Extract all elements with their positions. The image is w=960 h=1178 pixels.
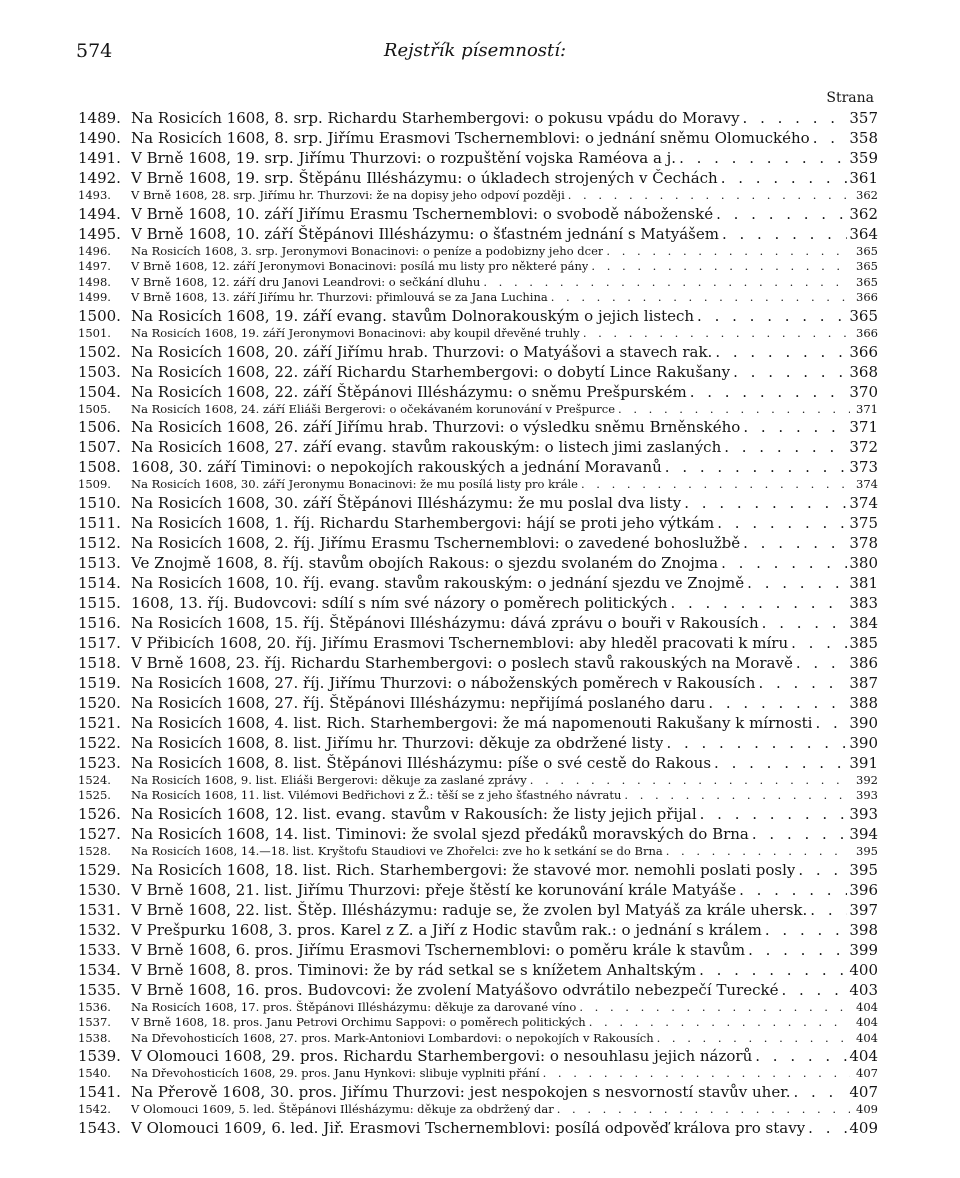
entry-page-number: 409 xyxy=(856,1101,878,1116)
entry-number: 1531. xyxy=(78,900,121,919)
register-entry xyxy=(78,1000,878,1016)
entry-number: 1524. xyxy=(78,772,111,787)
dot-leader xyxy=(583,326,850,342)
entry-page-number: 407 xyxy=(849,1082,878,1101)
entry-description: Na Rosicích 1608, 19. září Jeronymovi Bonacinovi: aby koupil dřevěné truhly xyxy=(131,325,580,340)
register-entry xyxy=(78,844,878,860)
entry-number: 1532. xyxy=(78,920,121,939)
entry-description: Na Rosicích 1608, 3. srp. Jeronymovi Bonacinovi: o peníze a podobizny jeho dcer xyxy=(131,243,604,258)
dot-leader xyxy=(721,553,847,573)
entry-description: V Brně 1608, 19. srp. Jiřímu Thurzovi: o rozpuštění vojska Raméova a j. xyxy=(131,149,677,167)
dot-leader xyxy=(708,693,847,713)
entry-page-number: 404 xyxy=(856,1030,878,1045)
entry-description: Na Rosicích 1608, 8. list. Štěpánovi Illésházymu: píše o své cestě do Rakous xyxy=(131,753,712,772)
entry-description: V Brně 1608, 21. list. Jiřímu Thurzovi: přeje štěstí ke korunování krále Matyáše xyxy=(131,880,737,899)
dot-leader xyxy=(796,653,848,673)
entry-number: 1525. xyxy=(78,788,111,803)
entry-number: 1522. xyxy=(78,733,121,752)
dot-leader xyxy=(579,1000,850,1016)
entry-number: 1516. xyxy=(78,613,121,632)
dot-leader xyxy=(717,513,847,533)
entry-page-number: 407 xyxy=(856,1066,878,1081)
register-entry xyxy=(78,1046,878,1066)
dot-leader xyxy=(666,733,847,753)
dot-leader xyxy=(739,880,847,900)
entry-page-number: 365 xyxy=(856,274,878,289)
register-entry xyxy=(78,773,878,789)
entry-description: Na Rosicích 1608, 4. list. Rich. Starhembergovi: že má napomenouti Rakušany k mírnosti xyxy=(131,713,813,732)
dot-leader xyxy=(665,457,848,477)
dot-leader xyxy=(724,437,847,457)
dot-leader xyxy=(714,753,847,773)
entry-number: 1519. xyxy=(78,673,121,692)
entry-description: Na Rosicích 1608, 30. září Štěpánovi Illésházymu: že mu poslal dva listy xyxy=(131,493,682,512)
entry-page-number: 385 xyxy=(849,633,878,652)
entry-number: 1490. xyxy=(78,129,121,147)
dot-leader xyxy=(743,108,848,128)
register-entry xyxy=(78,417,878,437)
register-entry xyxy=(78,148,878,168)
entry-description: Na Rosicích 1608, 22. září Štěpánovi Illésházymu: o sněmu Prešpurském xyxy=(131,382,687,401)
entry-number: 1502. xyxy=(78,342,121,361)
entry-page-number: 399 xyxy=(849,940,878,959)
entry-page-number: 366 xyxy=(856,290,878,305)
register-entry xyxy=(78,940,878,960)
entry-description: Na Rosicích 1608, 27. říj. Štěpánovi Illésházymu: nepřijímá poslaného daru xyxy=(131,693,706,712)
register-entry xyxy=(78,493,878,513)
entry-number: 1514. xyxy=(78,573,121,592)
entry-description: Na Rosicích 1608, 9. list. Eliáši Bergerovi: děkuje za zaslané zprávy xyxy=(131,772,527,787)
entry-number: 1541. xyxy=(78,1082,121,1101)
entry-number: 1527. xyxy=(78,824,121,843)
entry-page-number: 384 xyxy=(849,613,878,632)
entry-number: 1533. xyxy=(78,940,121,959)
entry-number: 1542. xyxy=(78,1101,111,1116)
entry-number: 1512. xyxy=(78,533,121,552)
entry-page-number: 403 xyxy=(849,980,878,999)
entry-number: 1540. xyxy=(78,1066,111,1081)
page-number: 574 xyxy=(76,40,113,62)
entry-description: V Přibicích 1608, 20. říj. Jiřímu Erasmovi Tschernemblovi: aby hleděl pracovati k míru xyxy=(131,633,789,652)
entry-number: 1517. xyxy=(78,633,121,652)
register-entry xyxy=(78,533,878,553)
register-entry xyxy=(78,804,878,824)
entry-number: 1539. xyxy=(78,1047,121,1066)
entry-description: Na Rosicích 1608, 8. srp. Jiřímu Erasmovi Tschernemblovi: o jednání sněmu Olomuckého xyxy=(131,129,810,147)
page-column-label: Strana xyxy=(826,90,874,106)
entry-page-number: 374 xyxy=(856,477,878,492)
entry-page-number: 365 xyxy=(856,243,878,258)
register-entry xyxy=(78,457,878,477)
dot-leader xyxy=(733,362,847,382)
entry-number: 1493. xyxy=(78,188,111,202)
register-entry xyxy=(78,593,878,613)
dot-leader xyxy=(684,493,847,513)
dot-leader xyxy=(758,673,847,693)
entry-page-number: 388 xyxy=(849,693,878,712)
entry-description: V Olomouci 1609, 5. led. Štěpánovi Illésházymu: děkuje za obdržený dar xyxy=(131,1101,554,1116)
entry-number: 1529. xyxy=(78,860,121,879)
page-header xyxy=(76,40,874,70)
entry-page-number: 365 xyxy=(849,306,878,325)
entry-description: Na Rosicích 1608, 22. září Richardu Starhembergovi: o dobytí Lince Rakušany xyxy=(131,362,731,381)
entry-number: 1497. xyxy=(78,259,111,274)
dot-leader xyxy=(557,1102,850,1118)
entry-number: 1492. xyxy=(78,169,121,187)
register-entry xyxy=(78,824,878,844)
register-entry xyxy=(78,788,878,804)
entry-description: Na Přerově 1608, 30. pros. Jiřímu Thurzovi: jest nespokojen s nesvorností stavův uher. xyxy=(131,1082,791,1101)
entry-page-number: 393 xyxy=(849,804,878,823)
entry-page-number: 390 xyxy=(849,713,878,732)
register-entry xyxy=(78,342,878,362)
entry-page-number: 381 xyxy=(849,573,878,592)
entry-number: 1538. xyxy=(78,1030,111,1045)
entry-description: V Brně 1608, 13. září Jiřímu hr. Thurzovi: přimlouvá se za Jana Luchina xyxy=(131,290,548,305)
dot-leader xyxy=(716,204,847,224)
register-entry xyxy=(78,920,878,940)
register-entry xyxy=(78,693,878,713)
entry-page-number: 393 xyxy=(856,788,878,803)
entry-page-number: 374 xyxy=(849,493,878,512)
dot-leader xyxy=(679,148,847,168)
entry-number: 1504. xyxy=(78,382,121,401)
entry-page-number: 380 xyxy=(849,553,878,572)
entry-page-number: 371 xyxy=(849,418,878,437)
register-entry xyxy=(78,437,878,457)
entry-page-number: 364 xyxy=(849,224,878,243)
entry-description: V Brně 1608, 10. září Štěpánovi Illésházymu: o šťastném jednání s Matyášem xyxy=(131,224,719,243)
register-entry xyxy=(78,1015,878,1031)
entry-number: 1543. xyxy=(78,1118,121,1137)
register-entry xyxy=(78,204,878,224)
entry-number: 1511. xyxy=(78,513,121,532)
entry-number: 1513. xyxy=(78,553,121,572)
dot-leader xyxy=(666,844,850,860)
entry-page-number: 368 xyxy=(849,362,878,381)
register-entry xyxy=(78,860,878,880)
dot-leader xyxy=(670,593,847,613)
register-entry xyxy=(78,326,878,342)
dot-leader xyxy=(755,1046,847,1066)
register-entry xyxy=(78,108,878,128)
dot-leader xyxy=(791,633,847,653)
dot-leader xyxy=(813,128,848,148)
entry-description: Na Rosicích 1608, 17. pros. Štěpánovi Illésházymu: děkuje za darované víno xyxy=(131,999,577,1014)
entry-page-number: 370 xyxy=(849,382,878,401)
entry-page-number: 387 xyxy=(849,673,878,692)
register-entry xyxy=(78,244,878,260)
dot-leader xyxy=(752,824,847,844)
entry-page-number: 390 xyxy=(849,733,878,752)
dot-leader xyxy=(581,477,850,493)
dot-leader xyxy=(618,402,850,418)
dot-leader xyxy=(589,1015,850,1031)
dot-leader xyxy=(697,306,847,326)
entry-description: V Brně 1608, 8. pros. Timinovi: že by rád setkal se s knížetem Anhaltským xyxy=(131,960,697,979)
dot-leader xyxy=(743,533,847,553)
entry-description: Na Rosicích 1608, 15. říj. Štěpánovi Illésházymu: dává zprávu o bouři v Rakousích xyxy=(131,613,759,632)
entry-page-number: 361 xyxy=(849,169,878,187)
dot-leader xyxy=(721,168,848,188)
entry-number: 1521. xyxy=(78,713,121,732)
entry-number: 1507. xyxy=(78,438,121,457)
entry-number: 1526. xyxy=(78,804,121,823)
entry-description: Na Rosicích 1608, 19. září evang. stavům Dolnorakouským o jejich listech xyxy=(131,306,695,325)
entry-number: 1509. xyxy=(78,477,111,492)
dot-leader xyxy=(699,960,847,980)
register-entry xyxy=(78,224,878,244)
entry-description: V Brně 1608, 10. září Jiřímu Erasmu Tschernemblovi: o svobodě náboženské xyxy=(131,204,714,223)
entry-number: 1506. xyxy=(78,418,121,437)
dot-leader xyxy=(747,573,847,593)
entry-page-number: 378 xyxy=(849,533,878,552)
entry-number: 1534. xyxy=(78,960,121,979)
dot-leader xyxy=(810,900,847,920)
entry-page-number: 400 xyxy=(849,960,878,979)
register-entry xyxy=(78,168,878,188)
entry-description: Na Rosicích 1608, 8. list. Jiřímu hr. Thurzovi: děkuje za obdržené listy xyxy=(131,733,664,752)
dot-leader xyxy=(808,1118,847,1138)
register-entry xyxy=(78,477,878,493)
entry-description: V Olomouci 1608, 29. pros. Richardu Starhembergovi: o nesouhlasu jejich názorů xyxy=(131,1047,753,1066)
register-entry xyxy=(78,653,878,673)
entry-description: Na Rosicích 1608, 20. září Jiřímu hrab. Thurzovi: o Matyášovi a stavech rak. xyxy=(131,342,713,361)
dot-leader xyxy=(793,1082,847,1102)
register-entry xyxy=(78,673,878,693)
register-entry xyxy=(78,980,878,1000)
register-entry xyxy=(78,753,878,773)
entry-number: 1536. xyxy=(78,999,111,1014)
entry-page-number: 358 xyxy=(849,129,878,147)
entry-description: V Olomouci 1609, 6. led. Jiř. Erasmovi Tschernemblovi: posílá odpověď králova pro stavy xyxy=(131,1118,806,1137)
entry-page-number: 362 xyxy=(849,204,878,223)
entry-number: 1535. xyxy=(78,980,121,999)
register-entry xyxy=(78,1066,878,1082)
entry-description: Na Rosicích 1608, 2. říj. Jiřímu Erasmu Tschernemblovi: o zavedené bohoslužbě xyxy=(131,533,741,552)
register-entry xyxy=(78,880,878,900)
entry-description: Na Rosicích 1608, 14.—18. list. Kryštofu Staudiovi ve Zhořelci: zve ho k setkání se do Brna xyxy=(131,843,663,858)
entry-number: 1494. xyxy=(78,204,121,223)
entry-description: Na Rosicích 1608, 27. září evang. stavům rakouským: o listech jimi zaslaných xyxy=(131,438,722,457)
entry-page-number: 391 xyxy=(849,753,878,772)
entry-number: 1501. xyxy=(78,325,111,340)
entry-number: 1499. xyxy=(78,290,111,305)
entry-page-number: 365 xyxy=(856,259,878,274)
register-entry xyxy=(78,553,878,573)
entry-page-number: 404 xyxy=(856,999,878,1014)
entry-number: 1530. xyxy=(78,880,121,899)
register-entry xyxy=(78,960,878,980)
register-entry xyxy=(78,402,878,418)
dot-leader xyxy=(815,713,847,733)
entry-description: Na Dřevohosticích 1608, 29. pros. Janu Hynkovi: slibuje vyplniti přání xyxy=(131,1066,540,1081)
entry-page-number: 397 xyxy=(849,900,878,919)
register-entry xyxy=(78,306,878,326)
entry-description: Na Rosicích 1608, 8. srp. Richardu Starhembergovi: o pokusu vpádu do Moravy xyxy=(131,109,740,127)
entry-description: Na Rosicích 1608, 30. září Jeronymu Bonacinovi: že mu posílá listy pro krále xyxy=(131,477,578,492)
dot-leader xyxy=(591,259,850,275)
register-entry xyxy=(78,613,878,633)
dot-leader xyxy=(748,940,847,960)
entry-page-number: 373 xyxy=(849,458,878,477)
entry-page-number: 398 xyxy=(849,920,878,939)
dot-leader xyxy=(483,275,850,291)
entry-description: Na Rosicích 1608, 12. list. evang. stavům v Rakousích: že listy jejich přijal xyxy=(131,804,697,823)
entry-page-number: 395 xyxy=(856,843,878,858)
entry-page-number: 362 xyxy=(856,188,878,202)
entry-description: V Brně 1608, 12. září Jeronymovi Bonacinovi: posílá mu listy pro některé pány xyxy=(131,259,589,274)
dot-leader xyxy=(690,382,848,402)
dot-leader xyxy=(568,188,850,204)
entry-description: Na Rosicích 1608, 18. list. Rich. Starhembergovi: že stavové mor. nemohli poslati posly xyxy=(131,860,796,879)
entry-description: Na Rosicích 1608, 26. září Jiřímu hrab. Thurzovi: o výsledku sněmu Brněnského xyxy=(131,418,741,437)
dot-leader xyxy=(551,290,850,306)
dot-leader xyxy=(762,613,848,633)
entry-description: Na Rosicích 1608, 14. list. Timinovi: že svolal sjezd předáků moravských do Brna xyxy=(131,824,749,843)
entry-description: Na Rosicích 1608, 1. říj. Richardu Starhembergovi: hájí se proti jeho výtkám xyxy=(131,513,715,532)
entry-page-number: 396 xyxy=(849,880,878,899)
entry-page-number: 404 xyxy=(849,1047,878,1066)
entry-page-number: 404 xyxy=(856,1015,878,1030)
entry-number: 1495. xyxy=(78,224,121,243)
register-entry xyxy=(78,900,878,920)
entry-description: Ve Znojmě 1608, 8. říj. stavům obojích Rakous: o sjezdu svolaném do Znojma xyxy=(131,553,719,572)
dot-leader xyxy=(743,417,847,437)
register-entry xyxy=(78,733,878,753)
entry-number: 1528. xyxy=(78,843,111,858)
entry-page-number: 394 xyxy=(849,824,878,843)
entry-description: V Brně 1608, 12. září dru Janovi Leandrovi: o sečkání dluhu xyxy=(131,274,481,289)
register-entry xyxy=(78,362,878,382)
entry-number: 1498. xyxy=(78,274,111,289)
register-entry xyxy=(78,573,878,593)
entry-number: 1503. xyxy=(78,362,121,381)
entry-page-number: 357 xyxy=(849,109,878,127)
dot-leader xyxy=(765,920,847,940)
entry-description: Na Rosicích 1608, 10. říj. evang. stavům rakouským: o jednání sjezdu ve Znojmě xyxy=(131,573,745,592)
register-entry xyxy=(78,128,878,148)
dot-leader xyxy=(798,860,847,880)
entry-description: V Brně 1608, 23. říj. Richardu Starhembergovi: o poslech stavů rakouských na Moravě xyxy=(131,653,793,672)
dot-leader xyxy=(715,342,847,362)
entry-number: 1510. xyxy=(78,493,121,512)
entry-page-number: 372 xyxy=(849,438,878,457)
entry-number: 1520. xyxy=(78,693,121,712)
entry-page-number: 409 xyxy=(849,1118,878,1137)
dot-leader xyxy=(606,244,850,260)
register-entry xyxy=(78,513,878,533)
entry-number: 1489. xyxy=(78,109,121,127)
dot-leader xyxy=(722,224,847,244)
entry-description: Na Rosicích 1608, 11. list. Vilémovi Bedřichovi z Ž.: těší se z jeho šťastného návratu xyxy=(131,788,622,803)
entry-description: V Brně 1608, 18. pros. Janu Petrovi Orchimu Sappovi: o poměrech politických xyxy=(131,1015,586,1030)
entry-description: Na Rosicích 1608, 27. říj. Jiřímu Thurzovi: o náboženských poměrech v Rakousích xyxy=(131,673,756,692)
entry-page-number: 359 xyxy=(849,149,878,167)
register-entry xyxy=(78,259,878,275)
entry-description: V Prešpurku 1608, 3. pros. Karel z Z. a Jiří z Hodic stavům rak.: o jednání s králem xyxy=(131,920,762,939)
dot-leader xyxy=(530,773,850,789)
entry-page-number: 375 xyxy=(849,513,878,532)
register-entry xyxy=(78,1118,878,1138)
entry-description: Na Dřevohosticích 1608, 27. pros. Mark-Antoniovi Lombardovi: o nepokojích v Rakousích xyxy=(131,1030,654,1045)
entry-page-number: 392 xyxy=(856,772,878,787)
register-entry xyxy=(78,1082,878,1102)
register-entry xyxy=(78,275,878,291)
register-entry xyxy=(78,290,878,306)
register-list xyxy=(78,108,878,1138)
entry-number: 1515. xyxy=(78,593,121,612)
entry-number: 1500. xyxy=(78,306,121,325)
register-entry xyxy=(78,713,878,733)
dot-leader xyxy=(657,1031,850,1047)
dot-leader xyxy=(543,1066,850,1082)
running-title: Rejstřík písemností: xyxy=(383,40,567,61)
register-entry xyxy=(78,633,878,653)
entry-page-number: 371 xyxy=(856,401,878,416)
entry-number: 1491. xyxy=(78,149,121,167)
register-entry xyxy=(78,382,878,402)
entry-description: V Brně 1608, 19. srp. Štěpánu Illésházymu: o úkladech strojených v Čechách xyxy=(131,169,718,187)
entry-description: V Brně 1608, 22. list. Štěp. Illésházymu: raduje se, že zvolen byl Matyáš za krále uhersk. xyxy=(131,900,808,919)
dot-leader xyxy=(624,788,850,804)
dot-leader xyxy=(700,804,848,824)
entry-description: 1608, 13. říj. Budovcovi: sdílí s ním své názory o poměrech politických xyxy=(131,593,668,612)
entry-page-number: 383 xyxy=(849,593,878,612)
entry-description: V Brně 1608, 16. pros. Budovcovi: že zvolení Matyášovo odvrátilo nebezpečí Turecké xyxy=(131,980,779,999)
register-entry xyxy=(78,188,878,204)
entry-number: 1537. xyxy=(78,1015,111,1030)
entry-description: V Brně 1608, 6. pros. Jiřímu Erasmovi Tschernemblovi: o poměru krále k stavům xyxy=(131,940,746,959)
entry-number: 1496. xyxy=(78,243,111,258)
entry-page-number: 395 xyxy=(849,860,878,879)
entry-page-number: 366 xyxy=(856,325,878,340)
entry-number: 1523. xyxy=(78,753,121,772)
entry-page-number: 386 xyxy=(849,653,878,672)
entry-number: 1508. xyxy=(78,458,121,477)
entry-page-number: 366 xyxy=(849,342,878,361)
entry-number: 1518. xyxy=(78,653,121,672)
entry-description: Na Rosicích 1608, 24. září Eliáši Bergerovi: o očekávaném korunování v Prešpurce xyxy=(131,401,616,416)
register-entry xyxy=(78,1031,878,1047)
entry-description: V Brně 1608, 28. srp. Jiřímu hr. Thurzovi: že na dopisy jeho odpoví později xyxy=(131,188,565,202)
dot-leader xyxy=(781,980,847,1000)
register-entry xyxy=(78,1102,878,1118)
entry-number: 1505. xyxy=(78,401,111,416)
entry-description: 1608, 30. září Timinovi: o nepokojích rakouských a jednání Moravanů xyxy=(131,458,662,477)
